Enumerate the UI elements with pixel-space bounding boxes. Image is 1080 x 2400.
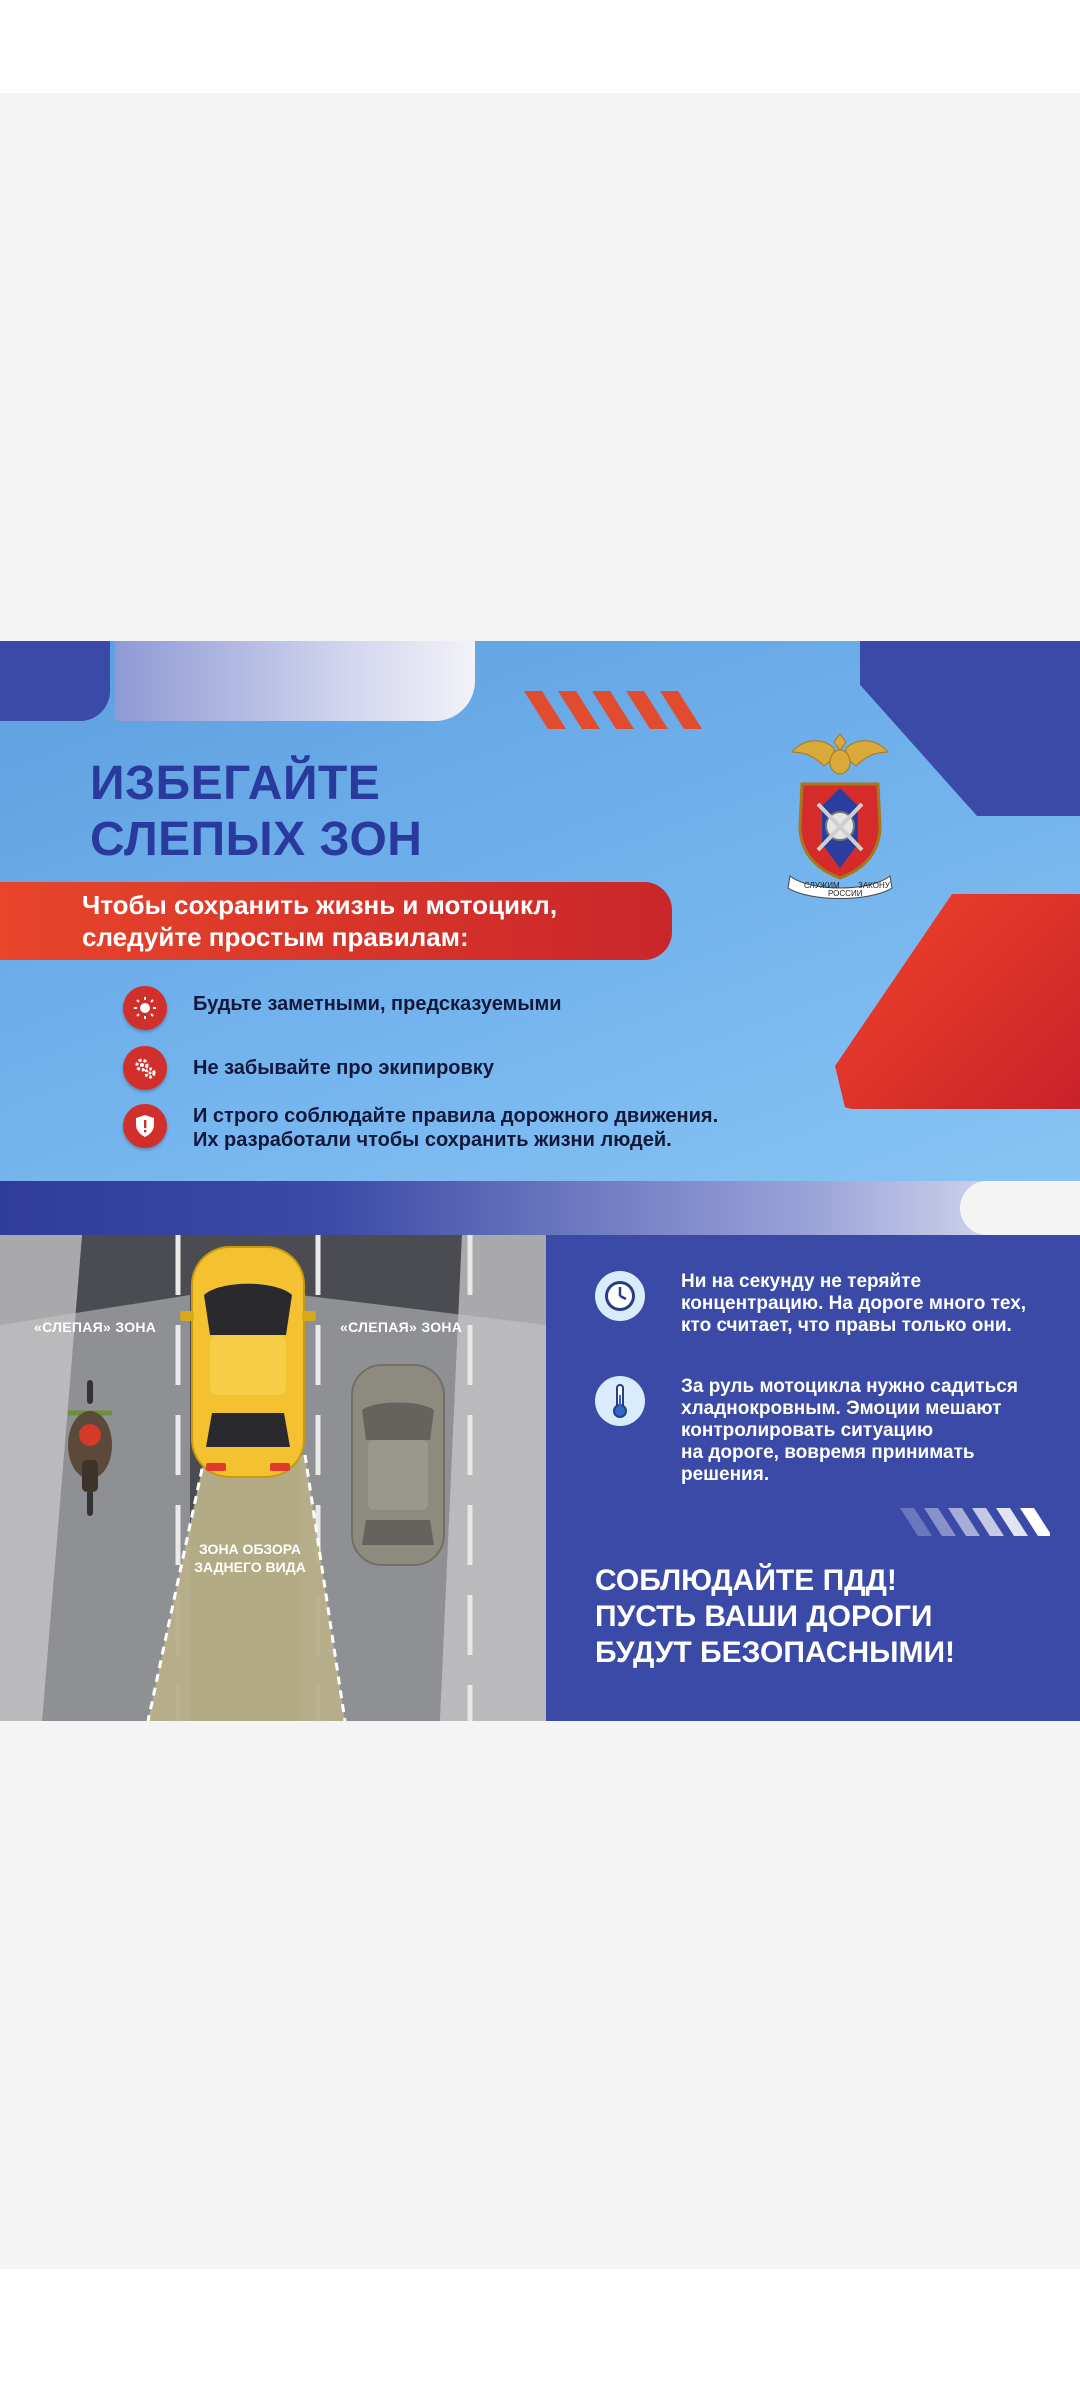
sun-icon (123, 986, 167, 1030)
rule-text: И строго соблюдайте правила дорожного движения. Их разработали чтобы сохранить жизни людей. (193, 1105, 719, 1151)
divider-band (0, 1181, 1080, 1235)
tip-text: За руль мотоцикла нужно садиться хладнокровным. Эмоции мешают контролировать ситуацию на дороге, вовремя принимать решения. (681, 1376, 1018, 1485)
blind-zone-diagram (0, 1235, 546, 1721)
yellow-car (180, 1247, 316, 1477)
clock-icon (595, 1271, 645, 1321)
safety-poster (0, 641, 1080, 1721)
rule-item-equipment (123, 1046, 494, 1090)
thermometer-icon (595, 1376, 645, 1426)
tip-item-composure (595, 1376, 1080, 1486)
rule-text: Не забывайте про экипировку (193, 1057, 494, 1079)
emblem-motto-left: СЛУЖИМ (804, 881, 840, 890)
decor-light-pill (115, 641, 475, 721)
emblem-motto-center: РОССИИ (828, 889, 863, 898)
police-emblem-icon (780, 726, 900, 906)
decor-navy-corner (0, 641, 110, 721)
call-to-action: СОБЛЮДАЙТЕ ПДД! ПУСТЬ ВАШИ ДОРОГИ БУДУТ БЕЗОПАСНЫМИ! (595, 1564, 956, 1669)
poster-subtitle: Чтобы сохранить жизнь и мотоцикл, следуйте простым правилам: (82, 890, 558, 952)
blind-zone-label-left: «СЛЕПАЯ» ЗОНА (34, 1319, 157, 1335)
rule-text: Будьте заметными, предсказуемыми (193, 993, 562, 1015)
rule-item-visible (123, 986, 562, 1030)
rule-item-traffic-rules (123, 1104, 718, 1152)
poster-top-section (0, 641, 1080, 1181)
road-illustration (0, 1235, 546, 1721)
grey-car (352, 1365, 444, 1565)
white-stripes-decor (900, 1508, 1050, 1538)
rear-view-zone-label: ЗОНА ОБЗОРА ЗАДНЕГО ВИДА (194, 1541, 306, 1575)
poster-title: ИЗБЕГАЙТЕ СЛЕПЫХ ЗОН (90, 757, 423, 866)
decor-red-shape (835, 894, 1080, 1109)
tip-item-concentration (595, 1271, 1080, 1337)
red-stripes-decor (524, 691, 714, 731)
emblem-motto-right: ЗАКОНУ (858, 881, 890, 890)
blind-zone-label-right: «СЛЕПАЯ» ЗОНА (340, 1319, 463, 1335)
divider-band-end (960, 1181, 1080, 1235)
gears-icon (123, 1046, 167, 1090)
tip-text: Ни на секунду не теряйте концентрацию. На дороге много тех, кто считает, что правы только они. (681, 1271, 1027, 1336)
shield-icon (123, 1104, 167, 1148)
